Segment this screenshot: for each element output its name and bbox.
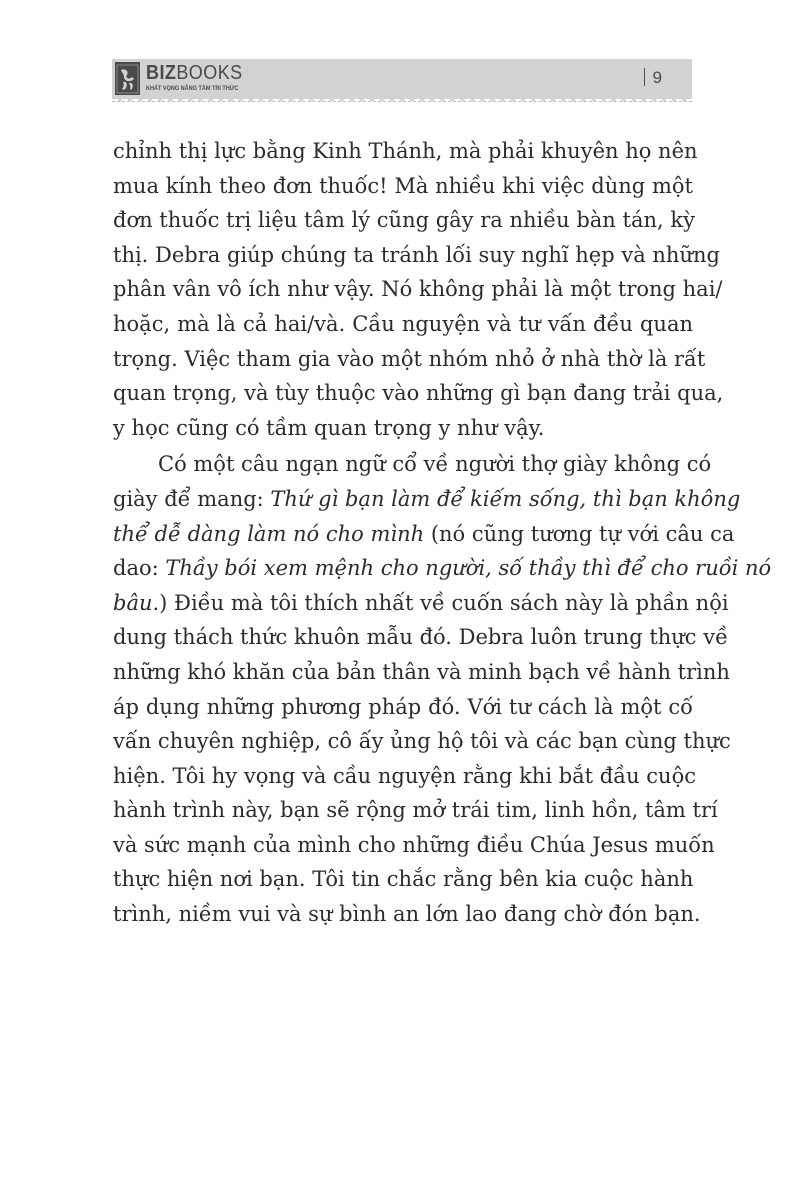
text-segment: vấn chuyên nghiệp, cô ấy ủng hộ tôi và các bạn cùng thực [113, 729, 731, 754]
text-line [113, 655, 730, 690]
text-segment: dung thách thức khuôn mẫu đó. Debra luôn trung thực về [113, 625, 729, 650]
brand-name: BIZBOOKS [146, 62, 243, 84]
text-line [113, 620, 729, 655]
text-segment: dao: [113, 556, 166, 581]
italic-quote: Thứ gì bạn làm để kiếm sống, thì bạn không [270, 486, 741, 511]
text-segment: y học cũng có tầm quan trọng y như vậy. [113, 415, 545, 440]
text-line [113, 376, 724, 411]
text-segment: thực hiện nơi bạn. Tôi tin chắc rằng bên kia cuộc hành [113, 867, 694, 892]
paragraph [113, 447, 772, 931]
text-segment: hiện. Tôi hy vọng và cầu nguyện rằng khi bắt đầu cuộc [113, 763, 696, 788]
text-line [113, 551, 772, 586]
text-segment: đơn thuốc trị liệu tâm lý cũng gây ra nhiều bàn tán, kỳ [113, 208, 695, 233]
text-segment: hoặc, mà là cả hai/và. Cầu nguyện và tư vấn đều quan [113, 311, 693, 336]
text-line [113, 134, 698, 169]
paragraph [113, 134, 724, 445]
text-line [113, 517, 735, 552]
text-segment: áp dụng những phương pháp đó. Với tư cách là một cố [113, 694, 693, 719]
text-line [113, 203, 693, 238]
page-number: 9 [644, 68, 662, 88]
text-segment: thị. Debra giúp chúng ta tránh lối suy nghĩ hẹp và những [113, 242, 720, 267]
text-line [113, 307, 693, 342]
text-line [113, 897, 701, 932]
text-segment: những khó khăn của bản thân và minh bạch về hành trình [113, 659, 730, 684]
text-line [113, 272, 723, 307]
text-segment: mua kính theo đơn thuốc! Mà nhiều khi việc dùng một [113, 173, 693, 198]
text-segment: phân vân vô ích như vậy. Nó không phải là một trong hai/ [113, 277, 723, 302]
text-segment: trọng. Việc tham gia vào một nhóm nhỏ ở nhà thờ là rất [113, 346, 706, 371]
text-line [113, 793, 718, 828]
page-number-divider [644, 68, 645, 86]
text-line [113, 586, 729, 621]
text-segment: trình, niềm vui và sự bình an lớn lao đang chờ đón bạn. [113, 902, 701, 927]
text-segment: chỉnh thị lực bằng Kinh Thánh, mà phải khuyên họ nên [113, 139, 698, 163]
text-line [113, 862, 693, 897]
italic-quote: Thầy bói xem mệnh cho người, số thầy thì để cho ruồi nó [165, 556, 772, 581]
text-line [113, 724, 731, 759]
brand-tagline: KHÁT VỌNG NÂNG TẦM TRI THỨC [146, 85, 239, 92]
text-line [113, 690, 693, 725]
text-line [113, 411, 693, 446]
text-segment: hành trình này, bạn sẽ rộng mở trái tim, linh hồn, tâm trí [113, 798, 718, 823]
text-line [113, 759, 696, 794]
running-header [112, 59, 692, 101]
text-segment: Có một câu ngạn ngữ cổ về người thợ giày không có [158, 452, 712, 477]
text-line [113, 482, 741, 517]
bizbooks-logo [115, 62, 255, 98]
text-segment: (nó cũng tương tự với câu ca [424, 521, 735, 546]
body-text [113, 134, 772, 932]
text-segment: và sức mạnh của mình cho những điều Chúa Jesus muốn [113, 832, 715, 857]
text-segment: giày để mang: [113, 486, 271, 511]
text-line [113, 342, 706, 377]
italic-quote: thể dễ dàng làm nó cho mình [113, 521, 425, 546]
text-segment: .) Điều mà tôi thích nhất về cuốn sách này là phần nội [152, 590, 729, 615]
italic-quote: bâu [113, 590, 153, 615]
text-line [113, 169, 693, 204]
text-line [113, 828, 715, 863]
text-segment: quan trọng, và tùy thuộc vào những gì bạn đang trải qua, [113, 381, 724, 406]
text-line [113, 238, 720, 273]
text-line [113, 447, 712, 482]
bizbooks-logo-icon [115, 62, 140, 95]
